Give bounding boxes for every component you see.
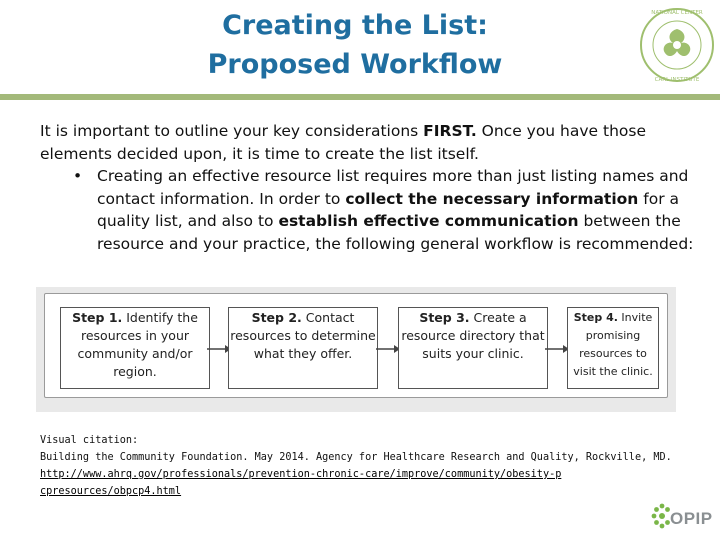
arrow-icon	[545, 343, 569, 355]
bullet-text-2: for a quality list, and also to	[97, 189, 680, 230]
title-divider	[0, 94, 720, 100]
workflow-step-2	[228, 307, 378, 389]
intro-paragraph	[40, 120, 700, 165]
bullet-item	[40, 165, 700, 255]
opip-logo-text: OPIP	[670, 509, 713, 528]
bullet-emphasis-2: establish effective communication	[278, 212, 579, 230]
step-1-text: Identify the resources in your community and/or region.	[77, 310, 198, 379]
citation-link[interactable]: http://www.ahrq.gov/professionals/prevention-chronic-care/improve/community/obesity-pcpresources/obpcp4.html	[40, 469, 562, 497]
step-3-text: Create a resource directory that suits your clinic.	[401, 310, 545, 361]
citation-source: Building the Community Foundation. May 2014. Agency for Healthcare Research and Quality, Rockville, MD.	[40, 452, 672, 463]
step-2-text: Contact resources to determine what they offer.	[230, 310, 376, 361]
arrow-icon	[376, 343, 400, 355]
visual-citation	[40, 432, 700, 500]
workflow-step-3	[398, 307, 548, 389]
citation-heading: Visual citation:	[40, 435, 139, 446]
workflow-frame	[44, 293, 668, 398]
bullet-glyph: •	[73, 167, 83, 185]
workflow-step-1	[60, 307, 210, 389]
title-line-2: Proposed Workflow	[207, 49, 503, 80]
step-2-label: Step 2.	[251, 310, 302, 325]
svg-text:CARL INSTITUTE: CARL INSTITUTE	[654, 77, 700, 83]
svg-text:NATIONAL CENTER: NATIONAL CENTER	[651, 10, 703, 16]
step-4-text: Invite promising resources to visit the clinic.	[573, 311, 653, 378]
nichq-seal-logo	[639, 5, 715, 85]
bullet-emphasis-1: collect the necessary information	[345, 189, 639, 208]
step-3-label: Step 3.	[419, 310, 470, 325]
intro-text: It is important to outline your key considerations	[40, 122, 424, 140]
step-4-label: Step 4.	[573, 311, 618, 324]
workflow-step-4	[567, 307, 659, 389]
intro-text-continued: Once you have those elements decided upon, it is time to create the list itself.	[40, 122, 647, 163]
bullet-text: Creating an effective resource list requires more than just listing names and contact information. In order to	[97, 167, 689, 208]
step-1-label: Step 1.	[72, 310, 123, 325]
intro-emphasis: FIRST.	[423, 122, 477, 140]
page-title	[150, 6, 560, 84]
bullet-text-3: between the resource and your practice, the following general workflow is recommended:	[97, 212, 694, 253]
body-text	[40, 120, 700, 255]
workflow-diagram	[36, 287, 676, 412]
title-line-1: Creating the List:	[222, 10, 488, 41]
